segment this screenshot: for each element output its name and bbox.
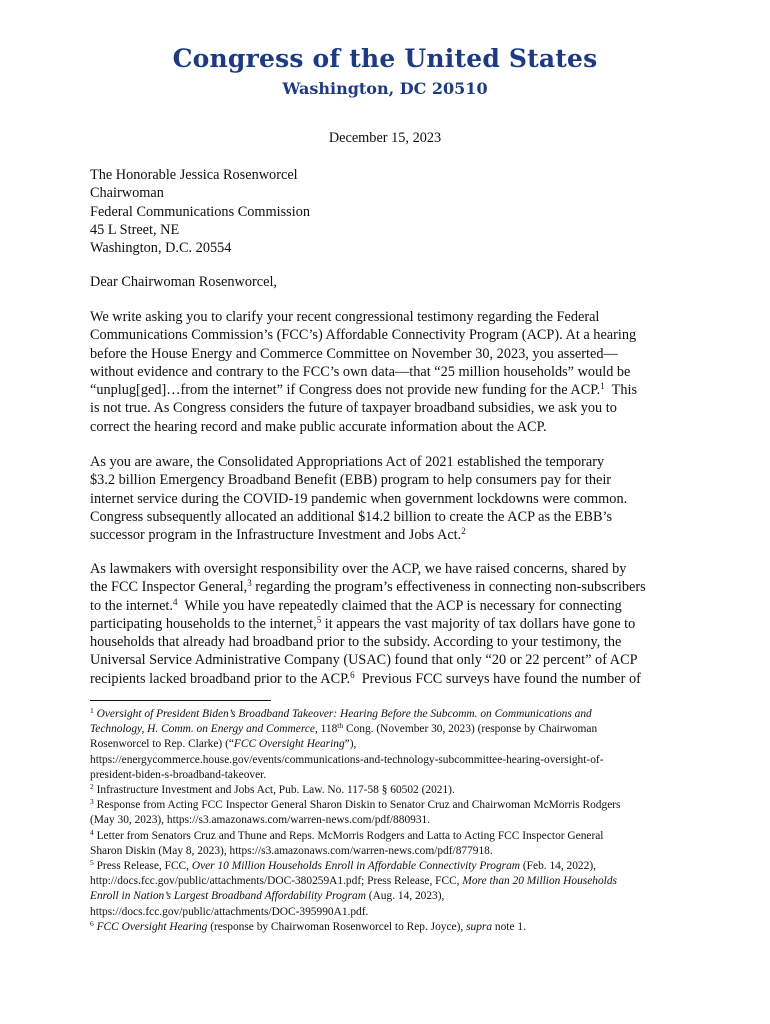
- text-line: Sharon Diskin (May 8, 2023), https://s3.amazonaws.com/warren-news.com/pdf/877918.: [90, 844, 493, 857]
- footnote-ref-2: 2: [461, 526, 466, 537]
- text-segment: successor program in the Infrastructure Investment and Jobs Act.: [90, 527, 462, 544]
- text-line: without evidence and contrary to the FCC’s own data—that “25 million households” would be: [90, 363, 631, 380]
- text-segment: , 118: [314, 723, 338, 736]
- footnote-5: [90, 859, 686, 920]
- footnote-3: [90, 798, 686, 828]
- text-line: [90, 722, 686, 737]
- footnote-1: [90, 707, 686, 783]
- text-segment: FCC Oversight Hearing: [93, 920, 208, 933]
- text-line: [90, 859, 686, 874]
- footnote-ref-5: 5: [316, 614, 322, 625]
- letter-date: December 15, 2023: [328, 130, 442, 146]
- text-segment: FCC Oversight Hearing: [233, 738, 345, 751]
- text-line: [90, 578, 686, 596]
- text-segment: Rosenworcel to Rep. Clarke) (“: [90, 738, 234, 751]
- text-segment: Technology, H. Comm. on Energy and Commerce: [90, 723, 315, 736]
- address-line: The Honorable Jessica Rosenworcel: [90, 167, 298, 183]
- text-line: correct the hearing record and make public accurate information about the ACP.: [90, 418, 547, 435]
- text-segment: Over 10 Million Households Enroll in Affordable Connectivity Program: [191, 860, 521, 873]
- footnote-ref-4: 4: [172, 596, 178, 607]
- text-line: [90, 707, 686, 722]
- text-segment: (response by Chairwoman Rosenworcel to Rep. Joyce),: [207, 920, 467, 933]
- text-line: As you are aware, the Consolidated Appropriations Act of 2021 established the temporary: [90, 454, 605, 470]
- paragraph-1: [90, 308, 686, 436]
- recipient-address: [90, 166, 686, 257]
- text-line: [90, 920, 686, 935]
- paragraph-2: [90, 453, 686, 544]
- footnote-number: 5: [90, 858, 94, 868]
- text-line: $3.2 billion Emergency Broadband Benefit (EBB) program to help consumers pay for their: [90, 472, 612, 489]
- footnote-4: [90, 829, 686, 859]
- text-segment: (Feb. 14, 2022),: [520, 860, 596, 873]
- text-segment: note 1.: [492, 920, 526, 933]
- text-segment: ”),: [344, 738, 357, 751]
- text-line: [90, 615, 686, 633]
- text-line: households that already had broadband prior to the subsidy. According to your testimony, the: [90, 634, 622, 651]
- text-line: [90, 829, 686, 844]
- text-segment: participating households to the internet,: [90, 615, 317, 632]
- text-segment: recipients lacked broadband prior to the ACP.: [90, 670, 351, 687]
- footnote-ref-3: 3: [247, 578, 252, 589]
- footnote-divider: [90, 700, 271, 701]
- text-segment: supra: [466, 920, 493, 933]
- text-segment: the FCC Inspector General,: [90, 579, 248, 596]
- letterhead: [0, 44, 770, 98]
- superscript: th: [337, 721, 344, 731]
- text-segment: to the internet.: [90, 597, 173, 614]
- text-segment: Infrastructure Investment and Jobs Act, Pub. Law. No. 117-58 § 60502 (2021).: [93, 784, 455, 797]
- text-segment: Previous FCC surveys have found the number of: [354, 670, 641, 687]
- footnotes: [90, 707, 686, 935]
- address-line: Federal Communications Commission: [90, 203, 311, 220]
- text-segment: it appears the vast majority of tax dollars have gone to: [321, 615, 636, 632]
- text-segment: (Aug. 14, 2023),: [365, 890, 445, 903]
- text-segment: This: [604, 382, 638, 399]
- text-line: Universal Service Administrative Company (USAC) found that only “20 or 22 percent” of ACP: [90, 652, 638, 669]
- address-line: Washington, D.C. 20554: [90, 240, 232, 257]
- footnote-6: [90, 920, 686, 935]
- letterhead-title: Congress of the United States: [172, 44, 598, 73]
- text-line: [90, 798, 686, 813]
- text-line: [90, 381, 686, 399]
- text-segment: Response from Acting FCC Inspector General Sharon Diskin to Senator Cruz and Chairwoman McMorris Rodgers: [93, 799, 621, 812]
- text-line: [90, 874, 686, 889]
- text-segment: Press Release, FCC,: [93, 860, 192, 873]
- address-line: Chairwoman: [90, 185, 164, 202]
- text-segment: Letter from Senators Cruz and Thune and Reps. McMorris Rodgers and Latta to Acting FCC Inspector General: [93, 829, 604, 842]
- text-line: [90, 670, 686, 688]
- footnote-ref-6: 6: [350, 669, 355, 680]
- text-line: As lawmakers with oversight responsibility over the ACP, we have raised concerns, shared by: [90, 561, 627, 577]
- text-line: [90, 526, 686, 544]
- text-segment: While you have repeatedly claimed that the ACP is necessary for connecting: [177, 597, 622, 614]
- text-segment: More than 20 Million Households: [462, 875, 617, 888]
- text-line: Congress subsequently allocated an additional $14.2 billion to create the ACP as the EBB’s: [90, 508, 613, 525]
- paragraph-3: [90, 560, 686, 688]
- text-line: Communications Commission’s (FCC’s) Affordable Connectivity Program (ACP). At a hearing: [90, 327, 637, 344]
- salutation: Dear Chairwoman Rosenworcel,: [90, 274, 277, 290]
- text-line: [90, 783, 686, 798]
- letterhead-city: Washington, DC 20510: [282, 79, 488, 98]
- text-line: https://energycommerce.house.gov/events/communications-and-technology-subcommittee-hearing-oversight-of-: [90, 753, 604, 766]
- text-line: We write asking you to clarify your recent congressional testimony regarding the Federal: [90, 309, 600, 325]
- footnote-number: 4: [90, 827, 94, 837]
- text-segment: http://docs.fcc.gov/public/attachments/DOC-380259A1.pdf; Press Release, FCC,: [90, 875, 463, 888]
- text-line: (May 30, 2023), https://s3.amazonaws.com/warren-news.com/pdf/880931.: [90, 814, 431, 827]
- text-line: [90, 737, 686, 752]
- footnote-2: [90, 783, 686, 798]
- text-segment: regarding the program’s effectiveness in connecting non-subscribers: [251, 579, 646, 596]
- footnote-ref-1: 1: [600, 381, 605, 392]
- address-line: 45 L Street, NE: [90, 221, 180, 238]
- text-line: https://docs.fcc.gov/public/attachments/DOC-395990A1.pdf.: [90, 905, 369, 918]
- footnote-number: 3: [90, 797, 94, 807]
- text-segment: Enroll in Nation’s Largest Broadband Affordability Program: [90, 890, 366, 903]
- text-line: president-biden-s-broadband-takeover.: [90, 768, 267, 781]
- text-line: [90, 889, 686, 904]
- footnote-number: 2: [90, 782, 94, 792]
- footnote-number: 1: [90, 706, 94, 715]
- text-segment: Oversight of President Biden’s Broadband Takeover: Hearing Before the Subcomm. on Communications and: [96, 708, 592, 720]
- text-line: [90, 597, 686, 615]
- text-line: internet service during the COVID-19 pandemic when government lockdowns were common.: [90, 490, 628, 507]
- text-segment: “unplug[ged]…from the internet” if Congress does not provide new funding for the ACP.: [90, 382, 601, 399]
- text-line: before the House Energy and Commerce Committee on November 30, 2023, you asserted—: [90, 345, 618, 362]
- text-segment: Cong. (November 30, 2023) (response by Chairwoman: [343, 723, 598, 736]
- text-line: is not true. As Congress considers the future of taxpayer broadband subsidies, we ask you to: [90, 400, 617, 417]
- footnote-number: 6: [90, 918, 94, 928]
